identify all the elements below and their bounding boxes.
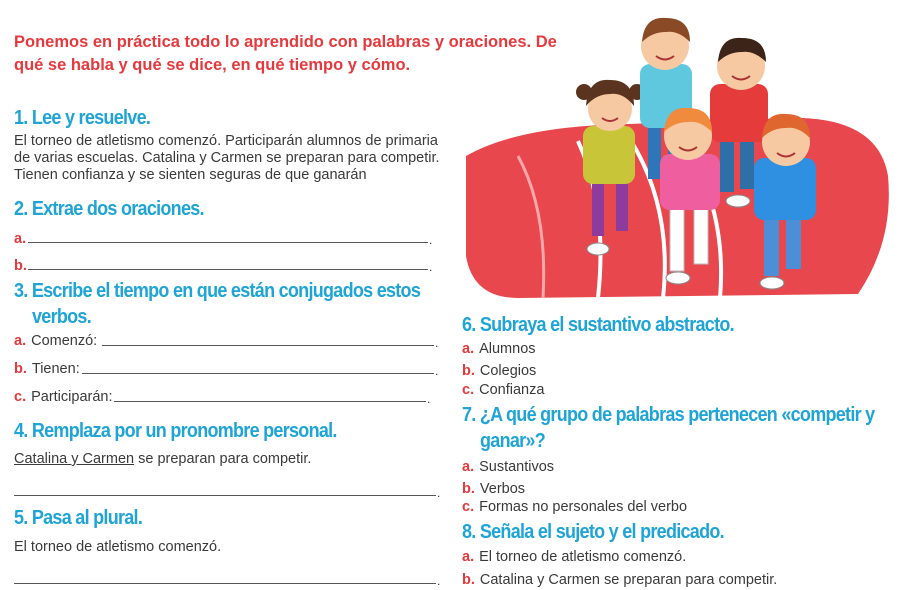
section-7-title-line2: ganar»? [480, 430, 545, 452]
letter-label: b. [14, 361, 27, 377]
line-dot: . [435, 364, 439, 378]
section-2-title: 2. Extrae dos oraciones. [14, 198, 204, 220]
answer-line-2b[interactable] [28, 269, 428, 270]
sentence-rest: se preparan para competir. [134, 451, 312, 467]
line-dot: . [435, 336, 439, 350]
section-3-title-line1: 3. Escribe el tiempo en que están conjugados estos [14, 280, 421, 302]
option-text: Sustantivos [479, 459, 555, 475]
option-text: Colegios [479, 363, 537, 379]
section-1-title: 1. Lee y resuelve. [14, 107, 151, 129]
option-text: Verbos [479, 481, 526, 497]
answer-line-3c[interactable] [114, 401, 426, 402]
answer-line-4[interactable] [14, 495, 436, 496]
letter-label: a. [14, 333, 27, 349]
letter-label: a. [462, 341, 475, 357]
line-dot: . [429, 233, 433, 247]
letter-label: b. [14, 258, 27, 274]
verb-label: Comenzó: [31, 333, 98, 349]
line-dot: . [429, 260, 433, 274]
verb-item-b [14, 361, 80, 378]
answer-2b [14, 258, 32, 275]
option-6a[interactable] [462, 341, 536, 358]
answer-line-3b[interactable] [82, 373, 434, 374]
section-8-title: 8. Señala el sujeto y el predicado. [462, 521, 724, 543]
letter-label: a. [14, 231, 27, 247]
verb-label: Tienen: [31, 361, 80, 377]
verb-item-c [14, 389, 113, 406]
section-4-sentence [14, 451, 311, 468]
letter-label: a. [462, 549, 475, 565]
sentence-8a [462, 549, 686, 566]
letter-label: c. [14, 389, 27, 405]
option-7c[interactable] [462, 499, 687, 516]
letter-label: c. [462, 382, 475, 398]
line-dot: . [437, 574, 441, 588]
verb-item-a [14, 333, 97, 350]
answer-line-2a[interactable] [28, 242, 428, 243]
option-text: Formas no personales del verbo [479, 499, 688, 515]
letter-label: c. [462, 499, 475, 515]
line-dot: . [427, 392, 431, 406]
intro-text: Ponemos en práctica todo lo aprendido con palabras y oraciones. De qué se habla y qué se dice, en qué tiempo y cómo. [14, 33, 557, 74]
option-6c[interactable] [462, 382, 544, 399]
option-7a[interactable] [462, 459, 554, 476]
letter-label: b. [462, 481, 475, 497]
section-4-title: 4. Remplaza por un pronombre personal. [14, 420, 337, 442]
answer-line-3a[interactable] [102, 345, 434, 346]
letter-label: a. [462, 459, 475, 475]
underlined-subject: Catalina y Carmen [14, 451, 135, 467]
letter-label: b. [462, 572, 475, 588]
verb-label: Participarán: [31, 389, 113, 405]
answer-2a [14, 231, 31, 248]
section-6-title: 6. Subraya el sustantivo abstracto. [462, 314, 734, 336]
section-5-sentence: El torneo de atletismo comenzó. [14, 539, 222, 555]
children-running-illustration [458, 6, 898, 302]
section-7-title-line1: 7. ¿A qué grupo de palabras pertenecen «competir y [462, 404, 875, 426]
sentence-text: El torneo de atletismo comenzó. [479, 549, 687, 565]
option-6b[interactable] [462, 363, 536, 380]
sentence-text: Catalina y Carmen se preparan para competir. [479, 572, 778, 588]
option-text: Confianza [479, 382, 545, 398]
letter-label: b. [462, 363, 475, 379]
section-3-title-line2: verbos. [32, 306, 91, 328]
sentence-8b [462, 572, 777, 589]
section-5-title: 5. Pasa al plural. [14, 507, 143, 529]
option-7b[interactable] [462, 481, 525, 498]
answer-line-5[interactable] [14, 583, 436, 584]
line-dot: . [437, 486, 441, 500]
option-text: Alumnos [479, 341, 536, 357]
section-1-text: El torneo de atletismo comenzó. Participarán alumnos de primaria de varias escuelas. Catalina y Carmen se preparan para competir. Tienen confianza y se sienten seguras de que ganarán [14, 133, 440, 183]
